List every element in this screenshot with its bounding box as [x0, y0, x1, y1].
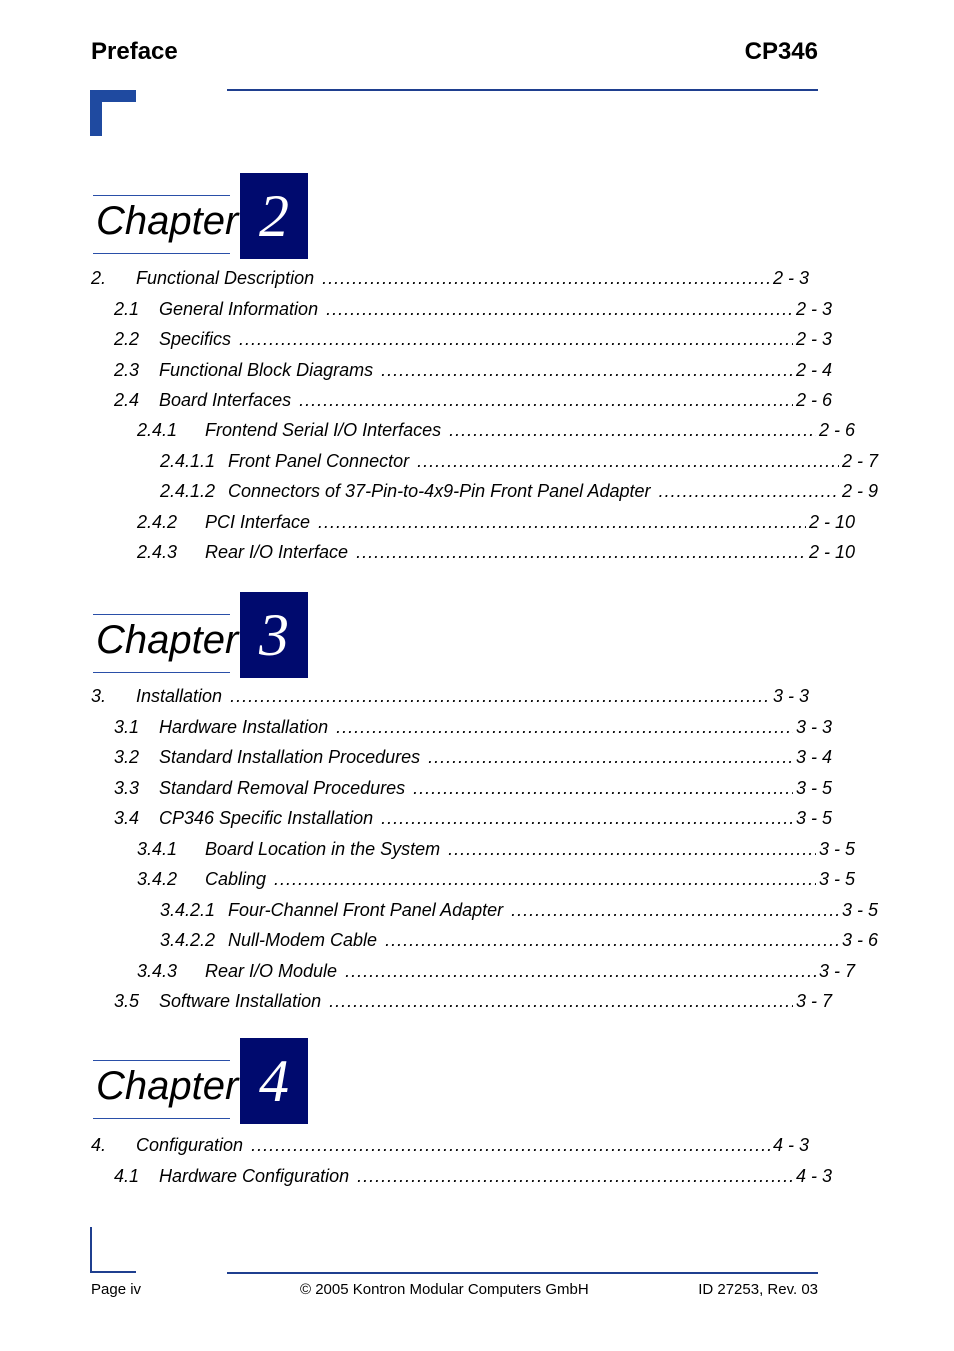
toc-number: 2.4.1.2: [160, 481, 216, 501]
toc-page: 2 - 7: [841, 451, 878, 471]
toc-leader: [381, 805, 793, 831]
toc-leader: [428, 744, 793, 770]
chapter-word: Chapter: [96, 199, 239, 243]
chapter-rule-bottom: [93, 1118, 230, 1119]
footer-page-number: Page iv: [91, 1281, 142, 1298]
toc-entry[interactable]: [91, 683, 809, 709]
toc-title: Rear I/O Module: [205, 961, 338, 981]
toc-entry[interactable]: [91, 539, 855, 565]
toc-entry[interactable]: [91, 927, 878, 953]
toc-entry[interactable]: [91, 1132, 809, 1158]
toc-number: 2.2: [114, 329, 140, 349]
toc-number: 3.4: [114, 808, 140, 828]
toc-entry[interactable]: [91, 988, 832, 1014]
header-rule: [227, 89, 818, 91]
toc-entry[interactable]: [91, 509, 855, 535]
toc-page: 3 - 4: [795, 747, 832, 767]
toc-leader: [357, 1163, 793, 1189]
toc-leader: [230, 683, 770, 709]
toc-page: 3 - 5: [795, 808, 832, 828]
toc-title: Configuration: [136, 1135, 244, 1155]
toc-entry[interactable]: [91, 897, 878, 923]
toc-page: 3 - 5: [818, 839, 855, 859]
toc-number: 3.1: [114, 717, 140, 737]
toc-number: 2.4.3: [137, 542, 178, 562]
toc-number: 3.4.1: [137, 839, 178, 859]
footer-corner-vertical: [90, 1227, 92, 1273]
toc-leader: [449, 417, 816, 443]
toc-page: 3 - 5: [795, 778, 832, 798]
toc-entry[interactable]: [91, 836, 855, 862]
toc-page: 3 - 6: [841, 930, 878, 950]
toc-page: 3 - 3: [772, 686, 809, 706]
toc-leader: [356, 539, 806, 565]
toc-leader: [322, 265, 770, 291]
toc-leader: [417, 448, 839, 474]
toc-page: 2 - 3: [795, 299, 832, 319]
toc-leader: [274, 866, 816, 892]
toc-page: 4 - 3: [772, 1135, 809, 1155]
chapter-number-box: 2: [240, 173, 308, 259]
chapter-heading-4: [93, 1038, 313, 1124]
toc-number: 3.4.3: [137, 961, 178, 981]
toc-entry[interactable]: [91, 1163, 832, 1189]
footer-document-id: ID 27253, Rev. 03: [698, 1281, 818, 1298]
toc-number: 2.4.1.1: [160, 451, 216, 471]
toc-title: Board Interfaces: [159, 390, 292, 410]
toc-title: Installation: [136, 686, 223, 706]
toc-entry[interactable]: [91, 866, 855, 892]
toc-page: 3 - 5: [841, 900, 878, 920]
chapter-rule-bottom: [93, 672, 230, 673]
toc-entry[interactable]: [91, 805, 832, 831]
chapter-heading-2: [93, 173, 313, 259]
toc-page: 2 - 10: [808, 512, 855, 532]
toc-number: 3.4.2.2: [160, 930, 216, 950]
toc-title: Frontend Serial I/O Interfaces: [205, 420, 442, 440]
toc-page: 2 - 10: [808, 542, 855, 562]
toc-page: 3 - 5: [818, 869, 855, 889]
toc-number: 3.4.2.1: [160, 900, 216, 920]
chapter-number-box: 4: [240, 1038, 308, 1124]
chapter-number-box: 3: [240, 592, 308, 678]
toc-title: Front Panel Connector: [228, 451, 410, 471]
header-section-title: Preface: [91, 38, 178, 65]
toc-leader: [511, 897, 839, 923]
toc-number: 2.1: [114, 299, 140, 319]
toc-entry[interactable]: [91, 448, 878, 474]
toc-title: General Information: [159, 299, 319, 319]
toc-page: 2 - 9: [841, 481, 878, 501]
toc-title: Software Installation: [159, 991, 322, 1011]
toc-title: Connectors of 37-Pin-to-4x9-Pin Front Panel Adapter: [228, 481, 651, 501]
footer-rule: [227, 1272, 818, 1274]
toc-leader: [385, 927, 839, 953]
toc-leader: [381, 357, 793, 383]
toc-page: 2 - 3: [795, 329, 832, 349]
footer-corner-horizontal: [90, 1271, 136, 1273]
toc-entry[interactable]: [91, 958, 855, 984]
toc-page: 2 - 3: [772, 268, 809, 288]
toc-number: 3.5: [114, 991, 140, 1011]
toc-number: 4.1: [114, 1166, 140, 1186]
toc-leader: [345, 958, 816, 984]
toc-title: CP346 Specific Installation: [159, 808, 374, 828]
toc-leader: [318, 509, 806, 535]
toc-entry[interactable]: [91, 357, 832, 383]
toc-title: Hardware Configuration: [159, 1166, 350, 1186]
chapter-heading-3: [93, 592, 313, 678]
corner-mark-vertical: [90, 90, 102, 136]
toc-page: 4 - 3: [795, 1166, 832, 1186]
footer-copyright: © 2005 Kontron Modular Computers GmbH: [300, 1281, 589, 1298]
toc-title: Functional Block Diagrams: [159, 360, 374, 380]
toc-page: 3 - 3: [795, 717, 832, 737]
toc-entry[interactable]: [91, 417, 855, 443]
toc-title: Specifics: [159, 329, 232, 349]
chapter-rule-bottom: [93, 253, 230, 254]
toc-number: 2.4.2: [137, 512, 178, 532]
toc-title: Rear I/O Interface: [205, 542, 349, 562]
toc-number: 2.4: [114, 390, 140, 410]
toc-number: 2.4.1: [137, 420, 178, 440]
toc-entry[interactable]: [91, 714, 832, 740]
toc-page: 2 - 6: [795, 390, 832, 410]
toc-entry[interactable]: [91, 478, 878, 504]
toc-leader: [239, 326, 793, 352]
toc-title: Hardware Installation: [159, 717, 329, 737]
toc-entry[interactable]: [91, 744, 832, 770]
toc-title: Cabling: [205, 869, 267, 889]
chapter-word: Chapter: [96, 618, 239, 662]
toc-leader: [413, 775, 793, 801]
toc-leader: [336, 714, 793, 740]
toc-entry[interactable]: [91, 296, 832, 322]
toc-title: Standard Removal Procedures: [159, 778, 406, 798]
toc-entry[interactable]: [91, 326, 832, 352]
toc-leader: [659, 478, 839, 504]
toc-number: 3.: [91, 686, 107, 706]
toc-page: 2 - 4: [795, 360, 832, 380]
toc-number: 3.2: [114, 747, 140, 767]
toc-title: Board Location in the System: [205, 839, 441, 859]
toc-leader: [299, 387, 793, 413]
toc-title: Standard Installation Procedures: [159, 747, 421, 767]
toc-page: 3 - 7: [795, 991, 832, 1011]
toc-number: 2.3: [114, 360, 140, 380]
toc-leader: [448, 836, 816, 862]
toc-entry[interactable]: [91, 265, 809, 291]
toc-page: 2 - 6: [818, 420, 855, 440]
toc-title: Four-Channel Front Panel Adapter: [228, 900, 504, 920]
toc-page: 3 - 7: [818, 961, 855, 981]
toc-number: 4.: [91, 1135, 107, 1155]
toc-number: 2.: [91, 268, 107, 288]
toc-number: 3.3: [114, 778, 140, 798]
toc-entry[interactable]: [91, 387, 832, 413]
header-product-name: CP346: [744, 38, 818, 65]
toc-title: Functional Description: [136, 268, 315, 288]
toc-title: Null-Modem Cable: [228, 930, 378, 950]
toc-title: PCI Interface: [205, 512, 311, 532]
toc-number: 3.4.2: [137, 869, 178, 889]
toc-entry[interactable]: [91, 775, 832, 801]
toc-leader: [326, 296, 793, 322]
toc-leader: [251, 1132, 770, 1158]
chapter-word: Chapter: [96, 1064, 239, 1108]
toc-leader: [329, 988, 793, 1014]
